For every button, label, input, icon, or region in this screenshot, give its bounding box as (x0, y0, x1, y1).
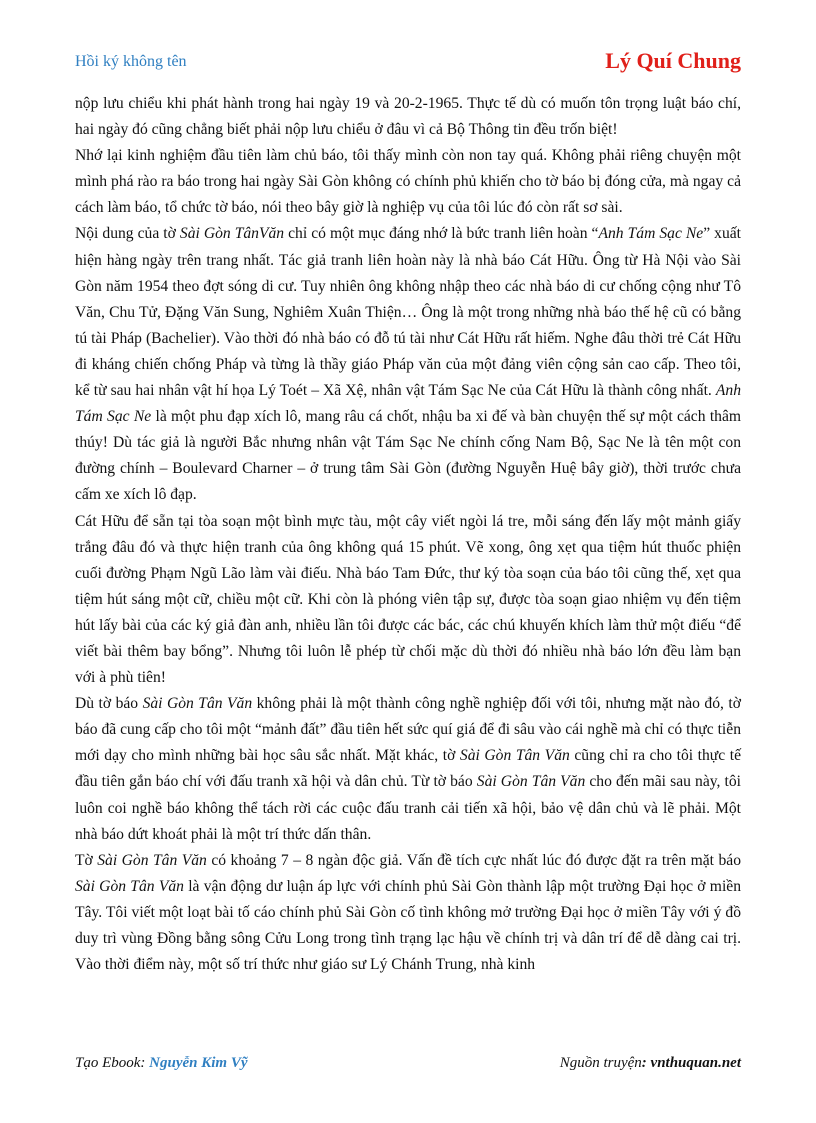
italic-title: Sài Gòn Tân Văn (97, 851, 207, 869)
paragraph (75, 221, 741, 508)
italic-title: Sài Gòn Tân Văn (476, 773, 586, 791)
text-run: không phải là một thành công nghề nghiệp đối với tôi, nhưng mặt nào đó, tờ báo đã cung cấp cho tôi một “mảnh đất” đầu tiên hết sức quí giá để đi sâu vào cái nghề mà chỉ có thực tiễn mới dạy cho mình những bài học sâu sắc nhất. Mặt khác, tờ (75, 695, 741, 765)
ebook-author: Nguyễn Kim Vỹ (149, 1055, 248, 1071)
source-site: vnthuquan.net (650, 1055, 741, 1071)
text-run: có khoảng 7 – 8 ngàn độc giả. Vấn đề tích cực nhất lúc đó được đặt ra trên mặt báo (206, 851, 741, 869)
author-name: Lý Quí Chung (605, 48, 741, 73)
italic-title: Sài Gòn Tân Văn (142, 695, 253, 713)
paragraph (75, 509, 741, 692)
book-title: Hồi ký không tên (75, 53, 187, 70)
text-run: Nội dung của tờ (75, 225, 180, 243)
ebook-label: Tạo Ebook (75, 1055, 141, 1071)
text-run: cho đến mãi sau này, tôi luôn coi nghề báo không thể tách rời các cuộc đấu tranh cải tiến xã hội, bảo vệ dân chủ và lẽ phải. Một nhà báo dứt khoát phải là một trí thức dấn thân. (75, 773, 741, 843)
source-credit (560, 1055, 741, 1072)
source-separator: : (641, 1055, 651, 1071)
paragraph (75, 691, 741, 848)
ebook-credit (75, 1055, 248, 1072)
paragraph (75, 848, 741, 978)
text-run: chỉ có một mục đáng nhớ là bức tranh liên hoàn “ (284, 225, 599, 243)
paragraph (75, 91, 741, 143)
text-run: Dù tờ báo (75, 695, 143, 713)
paragraph (75, 143, 741, 221)
text-run: nộp lưu chiểu khi phát hành trong hai ngày 19 và 20-2-1965. Thực tế dù có muốn tôn trọng luật báo chí, hai ngày đó cũng chẳng biết phải nộp lưu chiểu ở đâu vì cả Bộ Thông tin đều trốn biệt! (75, 95, 741, 139)
text-run: cũng chỉ ra cho tôi thực tế đầu tiên gắn báo chí với đấu tranh xã hội và dân chủ. Từ tờ báo (75, 747, 742, 791)
italic-title: Sài Gòn Tân Văn (75, 877, 184, 895)
text-run: là một phu đạp xích lô, mang râu cá chốt, nhậu ba xi đế và bàn chuyện thế sự một cách thâm thúy! Dù tác giả là người Bắc nhưng nhân vật Tám Sạc Ne chính cống Nam Bộ, Sạc Ne là tên một con đường chính – Boulevard Charner – ở trung tâm Sài Gòn (đường Nguyễn Huệ bây giờ), thời trước chưa cấm xe xích lô đạp. (75, 408, 741, 504)
text-run: Nhớ lại kinh nghiệm đầu tiên làm chủ báo, tôi thấy mình còn non tay quá. Không phải riêng chuyện một mình phá rào ra báo trong hai ngày Sài Gòn không có chính phủ khiến cho tờ báo bị đóng cửa, mà ngay cả cách làm báo, tổ chức tờ báo, nói theo bây giờ là nghiệp vụ của tôi lúc đó còn rất sơ sài. (75, 147, 741, 217)
page-footer (75, 1055, 741, 1079)
text-run: Tờ (75, 851, 98, 869)
italic-title: Sài Gòn TânVăn (179, 225, 285, 243)
text-run: là vận động dư luận áp lực với chính phủ Sài Gòn thành lập một trường Đại học ở miền Tây. Tôi viết một loạt bài tố cáo chính phủ Sài Gòn cố tình không mở trường Đại học ở miền Tây với ý đồ duy trì vùng Đồng bằng sông Cửu Long trong tình trạng lạc hậu về chính trị và dân trí để dễ dàng cai trị. Vào thời điểm này, một số trí thức như giáo sư Lý Chánh Trung, nhà kinh (75, 877, 741, 974)
text-run: ” xuất hiện hàng ngày trên trang nhất. Tác giả tranh liên hoàn này là nhà báo Cát Hữu. Ông từ Hà Nội vào Sài Gòn năm 1954 theo đợt sóng di cư. Tuy nhiên ông không nhập theo các nhà báo di cư chống cộng như Tô Văn, Chu Tử, Đặng Văn Sung, Nghiêm Xuân Thiện… Ông là một trong những nhà báo thế hệ cũ có bằng tú tài Pháp (Bachelier). Vào thời đó nhà báo có đỗ tú tài như Cát Hữu rất hiếm. Nghe đâu thời trẻ Cát Hữu đi kháng chiến chống Pháp và từng là thầy giáo Pháp văn của một đảng viên cộng sản cao cấp. Theo tôi, kể từ sau hai nhân vật hí họa Lý Toét – Xã Xệ, nhân vật Tám Sạc Ne của Cát Hữu là thành công nhất. (75, 225, 742, 400)
italic-title: Anh Tám Sạc Ne (75, 382, 741, 426)
italic-title: Sài Gòn Tân Văn (459, 747, 570, 765)
page-header (75, 48, 741, 78)
body-text (75, 91, 741, 978)
text-run: Cát Hữu để sẵn tại tòa soạn một bình mực tàu, một cây viết ngòi lá tre, mỗi sáng đến lấy một mảnh giấy trắng đâu đó và thực hiện tranh của ông không quá 15 phút. Vẽ xong, ông xẹt qua tiệm hút thuốc phiện cuối đường Phạm Ngũ Lão làm vài điếu. Nhà báo Tam Đức, thư ký tòa soạn của báo tôi cũng thế, xẹt qua tiệm hút sáng một cữ, chiều một cữ. Khi còn là phóng viên tập sự, được tòa soạn giao nhiệm vụ đến tiệm hút lấy bài của các ký giả đàn anh, nhiều lần tôi được các bác, các chú khuyến khích làm thử một điếu “để viết bài thêm bay bổng”. Nhưng tôi luôn lễ phép từ chối mặc dù thời đó nhiều nhà báo lớn đều làm bạn với à phù tiên! (75, 512, 741, 687)
source-label: Nguồn truyện (559, 1055, 642, 1071)
italic-title: Anh Tám Sạc Ne (598, 225, 704, 243)
ebook-separator: : (140, 1055, 150, 1071)
